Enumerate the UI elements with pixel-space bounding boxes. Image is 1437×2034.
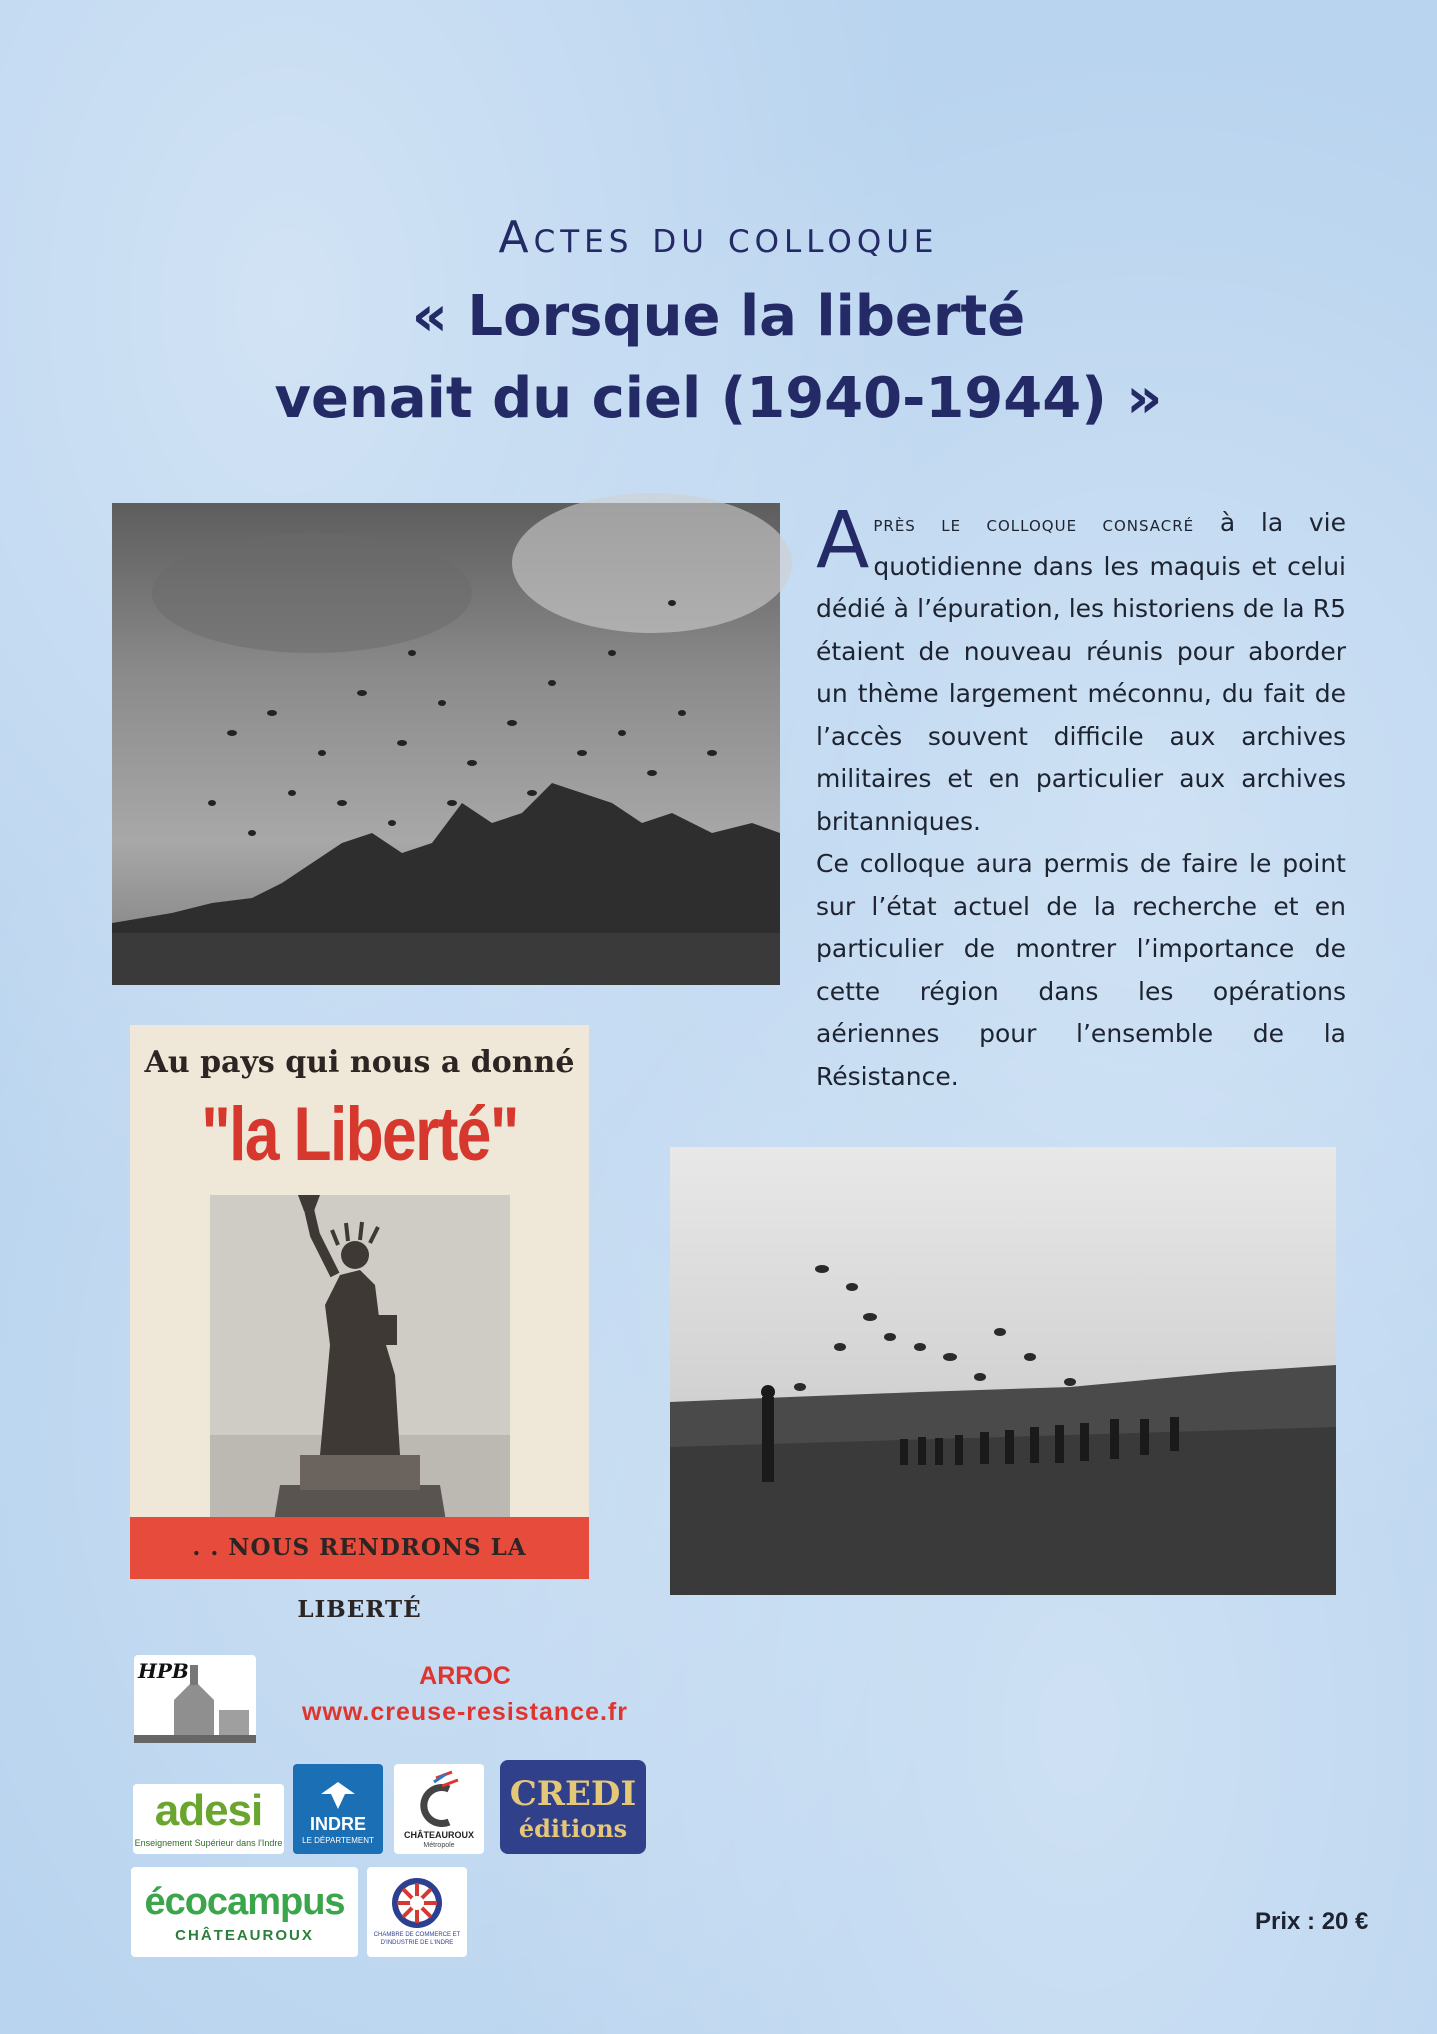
summary-lead-words: près le colloque consacré bbox=[873, 512, 1195, 536]
credi-editions-logo bbox=[500, 1760, 646, 1854]
price-label: Prix : 20 € bbox=[1255, 1908, 1369, 1935]
adesi-logo bbox=[133, 1784, 284, 1854]
indre-logo-subtitle: LE DÉPARTEMENT bbox=[302, 1836, 374, 1845]
book-title-line-2: venait du ciel (1940-1944) » bbox=[274, 366, 1163, 431]
photo-parachutists-field bbox=[670, 1147, 1336, 1595]
adesi-logo-subtitle: Enseignement Supérieur dans l'Indre bbox=[134, 1838, 283, 1848]
drop-cap: A bbox=[816, 496, 870, 586]
cci-logo-subtitle: CHAMBRE DE COMMERCE ET D'INDUSTRIE DE L'INDRE bbox=[373, 1932, 461, 1946]
chateauroux-logo-subtitle: Métropole bbox=[423, 1842, 455, 1849]
collection-title: Actes du colloque bbox=[498, 212, 939, 263]
ecocampus-logo bbox=[131, 1867, 358, 1957]
chateauroux-logo-text: CHÂTEAUROUX bbox=[403, 1830, 474, 1840]
poster-bottom-line: . . NOUS RENDRONS LA LIBERTÉ bbox=[130, 1517, 589, 1579]
poster-statue-of-liberty bbox=[130, 1025, 589, 1623]
photo-parachutes-sky bbox=[112, 503, 780, 985]
hpb-logo bbox=[134, 1655, 256, 1743]
chateauroux-logo bbox=[394, 1764, 484, 1854]
publisher-name: ARROC bbox=[419, 1662, 511, 1690]
summary-paragraph-1 bbox=[816, 496, 1346, 843]
publisher-website[interactable]: www.creuse-resistance.fr bbox=[302, 1698, 628, 1726]
cci-indre-logo bbox=[367, 1867, 467, 1957]
hpb-logo-text: HPB bbox=[138, 1659, 189, 1683]
summary-paragraph-1-rest: à la vie quotidienne dans les maquis et celui dédié à l’épuration, les historiens de la R5 étaient de nouveau réunis pour aborder un thème largement méconnu, du fait de l’accès souvent difficile aux archives militaires et en particulier aux archives britanniques. bbox=[816, 508, 1346, 836]
indre-logo bbox=[293, 1764, 383, 1854]
statue-illustration bbox=[210, 1195, 510, 1545]
poster-big-line: "la Liberté" bbox=[201, 1092, 518, 1177]
credi-logo-subtitle: éditions bbox=[518, 1814, 628, 1843]
summary-paragraph-2: Ce colloque aura permis de faire le point sur l’état actuel de la recherche et en particulier de montrer l’importance de cette région dans les opérations aériennes pour l’ensemble de la Résistance. bbox=[816, 849, 1346, 1091]
poster-top-line: Au pays qui nous a donné bbox=[144, 1045, 575, 1080]
adesi-logo-text: adesi bbox=[154, 1786, 263, 1835]
indre-logo-text: INDRE bbox=[309, 1814, 366, 1834]
credi-logo-text: CREDI bbox=[509, 1774, 637, 1814]
ecocampus-logo-text: écocampus bbox=[144, 1881, 345, 1923]
ecocampus-logo-subtitle: CHÂTEAUROUX bbox=[175, 1927, 314, 1944]
book-title-line-1: « Lorsque la liberté bbox=[411, 284, 1026, 349]
summary-text bbox=[816, 496, 1346, 1098]
